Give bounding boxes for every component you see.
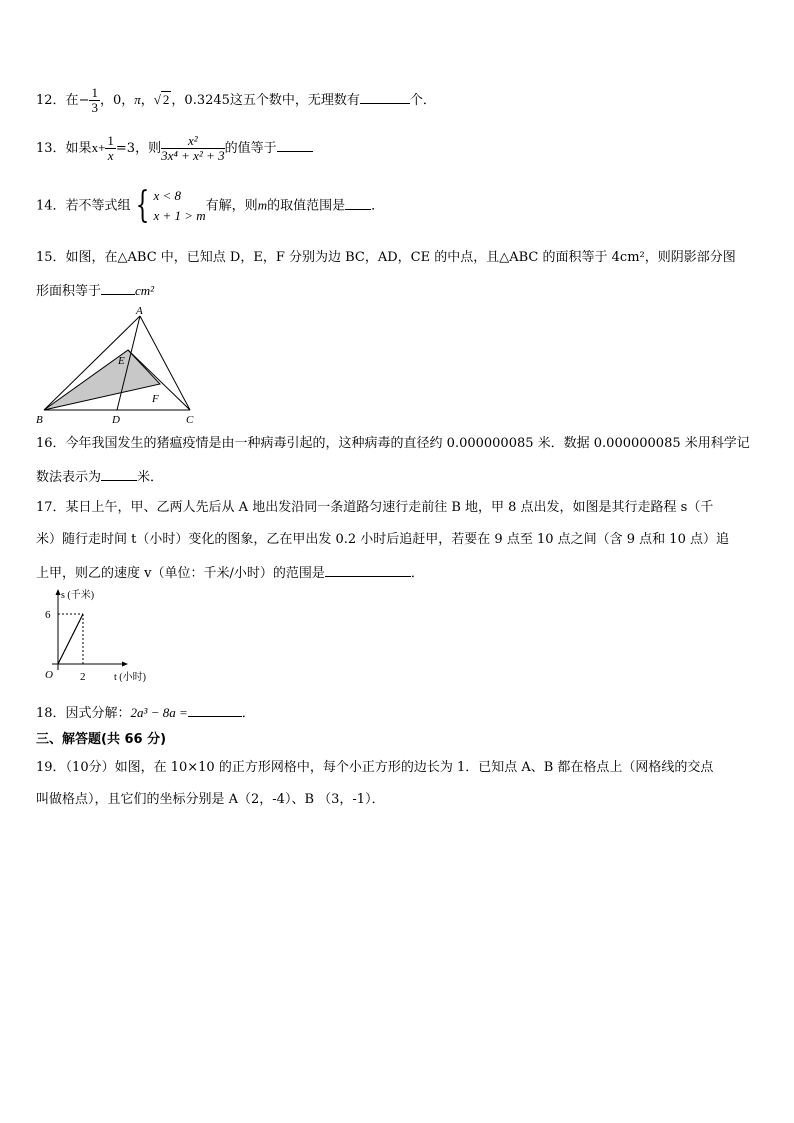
question-18 xyxy=(36,702,255,724)
side-ac xyxy=(140,316,190,410)
distance-time-graph xyxy=(40,586,160,686)
q17-line3-text: 上甲，则乙的速度 v（单位：千米/小时）的范围是 xyxy=(36,566,325,581)
q12-pi: π xyxy=(134,92,141,107)
question-15-line1: 15．如图，在△ABC 中，已知点 D，E，F 分别为边 BC，AD，CE 的中点，且△ABC 的面积等于 4cm²，则阴影部分图 xyxy=(36,250,736,265)
q12-minus: − xyxy=(78,93,90,108)
question-16-line1: 16．今年我国发生的猪瘟疫情是由一种病毒引起的，这种病毒的直径约 0.000000085 米．数据 0.000000085 米用科学记 xyxy=(36,436,750,451)
question-12 xyxy=(36,86,436,115)
q12-sqrt: √ 2 xyxy=(153,92,170,107)
q14-m: m xyxy=(257,197,268,213)
q13-number: 13． xyxy=(36,141,66,156)
q13-eq: =3，则 xyxy=(115,141,162,156)
q12-answer-blank[interactable] xyxy=(360,89,410,104)
q12-sqrt-val: 2 xyxy=(162,92,170,107)
q12-comma: ， xyxy=(140,93,154,108)
q14-ineq1: x < 8 xyxy=(153,188,182,203)
q14-ineq2: x + 1 > m xyxy=(153,208,206,223)
label-f: F xyxy=(152,393,159,405)
origin-label: O xyxy=(45,669,53,681)
q15-line2-text: 形面积等于 xyxy=(36,284,102,299)
q13-frac2-den: 3x⁴ + x² + 3 xyxy=(161,148,225,163)
question-19-line1: 19．（10分）如图，在 10×10 的正方形网格中，每个小正方形的边长为 1．已知点 A、B 都在格点上（网格线的交点 xyxy=(36,760,714,775)
q14-post: 的取值范围是 xyxy=(267,198,346,214)
question-17-line2: 米）随行走时间 t（小时）变化的图象，乙在甲出发 0.2 小时后追赶甲，若要在 9 点至 10 点之间（含 9 点和 10 点）追 xyxy=(36,532,729,547)
y-axis-label: s (千米) xyxy=(61,590,95,601)
label-e: E xyxy=(118,355,125,367)
q13-frac2-num: x² xyxy=(161,134,225,149)
q14-system xyxy=(153,186,205,226)
q12-number: 12． xyxy=(36,93,66,108)
q17-post: ． xyxy=(410,566,424,581)
q14-end: ． xyxy=(371,198,385,214)
question-17-line1: 17．某日上午，甲、乙两人先后从 A 地出发沿同一条道路匀速行走前往 B 地，甲 8 点出发，如图是其行走路程 s（千 xyxy=(36,500,714,515)
question-19-line2: 叫做格点），且它们的坐标分别是 A（2，-4）、B （3，-1）． xyxy=(36,792,385,807)
q13-answer-blank[interactable] xyxy=(277,137,313,152)
q13-x: x+ xyxy=(91,140,106,155)
q13-post: 的值等于 xyxy=(224,141,277,156)
q16-post: 米． xyxy=(137,470,164,485)
q18-post: ． xyxy=(241,706,255,721)
question-14 xyxy=(36,186,384,226)
q18-expression: 2a³ − 8a = xyxy=(130,705,188,720)
q12-frac-num: 1 xyxy=(91,85,98,100)
label-d: D xyxy=(112,414,120,426)
q12-fraction xyxy=(89,86,100,115)
x-tick-label: 2 xyxy=(80,671,86,683)
q12-frac-den: 3 xyxy=(91,100,98,115)
q12-post: 个． xyxy=(409,93,436,108)
q13-fraction1 xyxy=(105,134,116,163)
question-17-line3 xyxy=(36,562,424,584)
q18-text: 18．因式分解： xyxy=(36,706,131,721)
y-axis-arrow xyxy=(56,589,61,595)
q12-items: ，0， xyxy=(99,93,135,108)
x-axis-label: t (小时) xyxy=(114,672,146,683)
section-3-title: 三、解答题(共 66 分) xyxy=(36,732,167,747)
q14-answer-blank[interactable] xyxy=(345,195,371,210)
graph-line xyxy=(58,614,83,664)
q16-line2-text: 数法表示为 xyxy=(36,470,102,485)
q16-answer-blank[interactable] xyxy=(101,466,137,481)
q18-answer-blank[interactable] xyxy=(188,702,242,717)
q13-frac1-den: x xyxy=(107,148,114,163)
question-13 xyxy=(36,134,313,163)
q14-mid: 有解，则 xyxy=(205,198,258,214)
x-axis-arrow xyxy=(122,662,128,667)
triangle-figure xyxy=(30,304,200,430)
q14-brace: { xyxy=(135,185,149,226)
q15-unit: cm² xyxy=(135,283,155,298)
q12-text: 在 xyxy=(65,93,79,108)
label-b: B xyxy=(36,414,43,426)
y-tick-label: 6 xyxy=(45,609,51,621)
q13-frac1-num: 1 xyxy=(107,133,114,148)
shaded-region xyxy=(44,350,160,410)
q13-text: 如果 xyxy=(65,141,92,156)
q14-text: 若不等式组 xyxy=(65,198,131,214)
q13-fraction2 xyxy=(161,134,225,163)
question-15-line2 xyxy=(36,280,154,302)
q14-number: 14． xyxy=(36,198,66,214)
question-16-line2 xyxy=(36,466,163,488)
label-a: A xyxy=(136,305,143,317)
q15-answer-blank[interactable] xyxy=(101,280,135,295)
label-c: C xyxy=(186,414,194,426)
q17-answer-blank[interactable] xyxy=(325,562,411,577)
q12-rest: ，0.3245这五个数中，无理数有 xyxy=(171,93,360,108)
